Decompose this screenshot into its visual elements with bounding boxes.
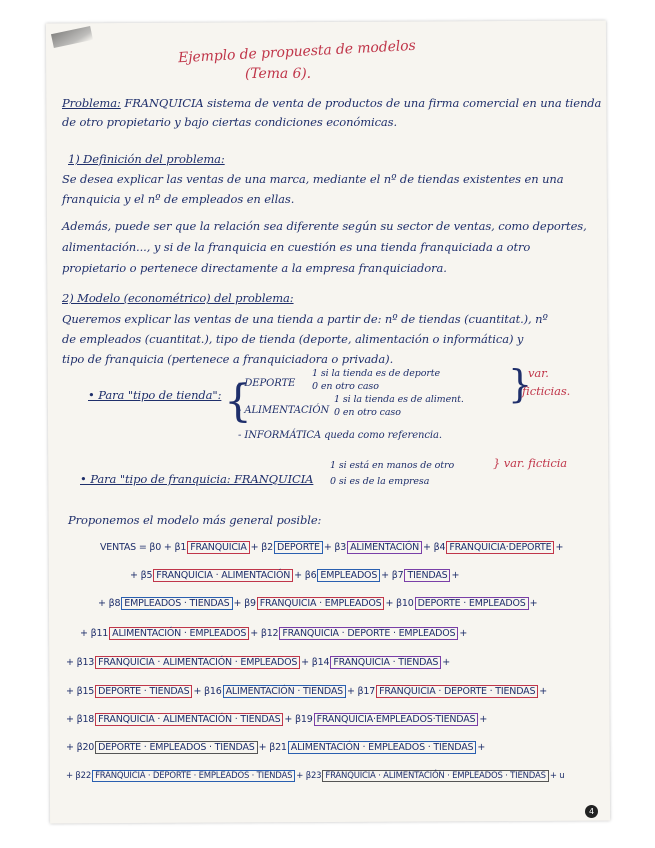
franquicia-0: 0 si es de la empresa <box>330 476 430 487</box>
problem-text-1: FRANQUICIA sistema de venta de productos de una firma comercial en una tienda <box>124 96 602 110</box>
eq-r9-end: + u <box>549 771 565 781</box>
eq-row-4 <box>80 628 467 639</box>
eq-r2-mid-1: + β6 <box>294 570 317 581</box>
eq-row-8 <box>66 742 485 753</box>
eq-r5-pre: + β13 <box>66 657 95 668</box>
eq-r5-term-2: FRANQUICIA · TIENDAS <box>330 656 441 669</box>
eq-r3-term-3: DEPORTE · EMPLEADOS <box>415 597 529 610</box>
informatica-reference: - INFORMÁTICA queda como referencia. <box>238 430 442 441</box>
eq-row-5 <box>66 657 450 668</box>
eq-r1-mid-2: + β3 <box>323 542 347 553</box>
eq-r3-mid-2: + β10 <box>385 598 414 609</box>
eq-r3-end: + <box>529 598 538 609</box>
s1-line-4: alimentación..., y si de la franquicia en cuestión es una tienda franquiciada a otro <box>62 240 531 254</box>
eq-r4-pre: + β11 <box>80 628 109 639</box>
eq-row-3 <box>98 598 537 609</box>
eq-r5-term-1: FRANQUICIA · ALIMENTACIÓN · EMPLEADOS <box>95 656 300 669</box>
eq-r5-mid-1: + β14 <box>301 657 330 668</box>
eq-row-7 <box>66 714 487 725</box>
var-ficticias-1: var. <box>528 366 549 380</box>
deporte-var: - DEPORTE <box>238 378 296 389</box>
eq-r6-term-2: ALIMENTACIÓN · TIENDAS <box>223 685 346 698</box>
notebook-page <box>46 21 610 824</box>
title-line-2: (Tema 6). <box>245 66 311 82</box>
s1-line-2: franquicia y el nº de empleados en ellas. <box>62 192 295 206</box>
eq-r8-term-1: DEPORTE · EMPLEADOS · TIENDAS <box>95 741 258 754</box>
s2-line-3: tipo de franquicia (pertenece a franquiciadora o privada). <box>62 352 394 366</box>
alimentacion-var: - ALIMENTACIÓN <box>238 405 330 416</box>
left-brace: { <box>224 376 252 427</box>
eq-r1-term-1: FRANQUICIA <box>187 541 249 554</box>
var-ficticia-text: var. ficticia <box>503 456 568 470</box>
eq-r1-pre: VENTAS = β0 + β1 <box>100 542 187 553</box>
eq-r6-end: + <box>539 686 548 697</box>
eq-row-2 <box>130 570 459 581</box>
eq-r1-mid-3: + β4 <box>423 542 446 553</box>
section-2-heading: 2) Modelo (econométrico) del problema: <box>62 291 294 305</box>
eq-r9-mid-1: + β23 <box>296 771 322 781</box>
eq-r9-pre: + β22 <box>66 771 92 781</box>
page-number: 4 <box>585 805 598 818</box>
eq-r3-pre: + β8 <box>98 598 121 609</box>
eq-r2-term-3: TIENDAS <box>404 569 450 582</box>
eq-r2-term-1: FRANQUICIA · ALIMENTACIÓN <box>153 569 293 582</box>
eq-r8-pre: + β20 <box>66 742 95 753</box>
s2-line-1: Queremos explicar las ventas de una tienda a partir de: nº de tiendas (cuantitat.), nº <box>62 312 548 326</box>
eq-r8-end: + <box>477 742 486 753</box>
propose-line: Proponemos el modelo más general posible: <box>68 513 322 527</box>
eq-row-1 <box>100 542 563 553</box>
tipo-tienda-label: • Para "tipo de tienda": <box>88 388 222 402</box>
eq-r7-term-2: FRANQUICIA·EMPLEADOS·TIENDAS <box>314 713 479 726</box>
eq-r2-end: + <box>451 570 460 581</box>
eq-r3-mid-1: + β9 <box>233 598 256 609</box>
s2-line-2: de empleados (cuantitat.), tipo de tienda (deporte, alimentación o informática) y <box>62 332 524 346</box>
var-ficticia: } var. ficticia <box>493 456 568 470</box>
s1-line-1: Se desea explicar las ventas de una marca, mediante el nº de tiendas existentes en una <box>62 172 564 186</box>
title-line-1: Ejemplo de propuesta de modelos <box>177 37 416 67</box>
eq-r7-mid-1: + β19 <box>284 714 313 725</box>
problem-label: Problema: <box>62 96 121 110</box>
s1-line-3: Además, puede ser que la relación sea diferente según su sector de ventas, como deportes, <box>62 219 587 233</box>
problem-line-1 <box>62 96 601 110</box>
right-brace: } <box>508 362 533 406</box>
eq-r1-term-2: DEPORTE <box>274 541 323 554</box>
eq-r6-pre: + β15 <box>66 686 95 697</box>
alimentacion-1: 1 si la tienda es de aliment. <box>334 394 464 405</box>
eq-r4-term-2: FRANQUICIA · DEPORTE · EMPLEADOS <box>279 627 458 640</box>
eq-r6-mid-1: + β16 <box>193 686 222 697</box>
eq-r8-term-2: ALIMENTACIÓN · EMPLEADOS · TIENDAS <box>288 741 477 754</box>
tipo-franquicia-label: • Para "tipo de franquicia: FRANQUICIA <box>80 472 314 486</box>
eq-r3-term-1: EMPLEADOS · TIENDAS <box>121 597 232 610</box>
section-1-heading: 1) Definición del problema: <box>68 152 225 166</box>
alimentacion-0: 0 en otro caso <box>334 407 401 418</box>
eq-r4-term-1: ALIMENTACIÓN · EMPLEADOS <box>109 627 249 640</box>
eq-r6-mid-2: + β17 <box>346 686 376 697</box>
eq-r6-term-1: DEPORTE · TIENDAS <box>95 685 192 698</box>
eq-r2-mid-2: + β7 <box>381 570 404 581</box>
problem-line-2: de otro propietario y bajo ciertas condiciones económicas. <box>62 115 398 129</box>
s1-line-5: propietario o pertenece directamente a la empresa franquiciadora. <box>62 261 447 275</box>
eq-r5-end: + <box>442 657 450 668</box>
eq-r4-mid-1: + β12 <box>250 628 279 639</box>
eq-r1-mid-1: + β2 <box>250 542 273 553</box>
eq-r9-term-1: FRANQUICIA · DEPORTE · EMPLEADOS · TIENDAS <box>92 770 295 782</box>
eq-r7-term-1: FRANQUICIA · ALIMENTACIÓN · TIENDAS <box>95 713 283 726</box>
eq-row-9 <box>66 771 564 781</box>
var-ficticias-2: ficticias. <box>522 384 571 398</box>
eq-r6-term-3: FRANQUICIA · DEPORTE · TIENDAS <box>376 685 538 698</box>
eq-r3-term-2: FRANQUICIA · EMPLEADOS <box>257 597 385 610</box>
eq-r1-term-3: ALIMENTACIÓN <box>347 541 422 554</box>
eq-r1-end: + <box>555 542 564 553</box>
eq-row-6 <box>66 686 547 697</box>
eq-r2-pre: + β5 <box>130 570 153 581</box>
deporte-0: 0 en otro caso <box>312 381 379 392</box>
eq-r7-end: + <box>479 714 488 725</box>
eq-r7-pre: + β18 <box>66 714 95 725</box>
eq-r4-end: + <box>459 628 468 639</box>
franquicia-1: 1 si está en manos de otro <box>330 460 455 471</box>
deporte-1: 1 si la tienda es de deporte <box>312 368 441 379</box>
eq-r9-term-2: FRANQUICIA · ALIMENTACIÓN · EMPLEADOS · TIENDAS <box>322 770 548 782</box>
eq-r1-term-4: FRANQUICIA·DEPORTE <box>446 541 554 554</box>
eq-r8-mid-1: + β21 <box>258 742 287 753</box>
eq-r2-term-2: EMPLEADOS <box>317 569 380 582</box>
